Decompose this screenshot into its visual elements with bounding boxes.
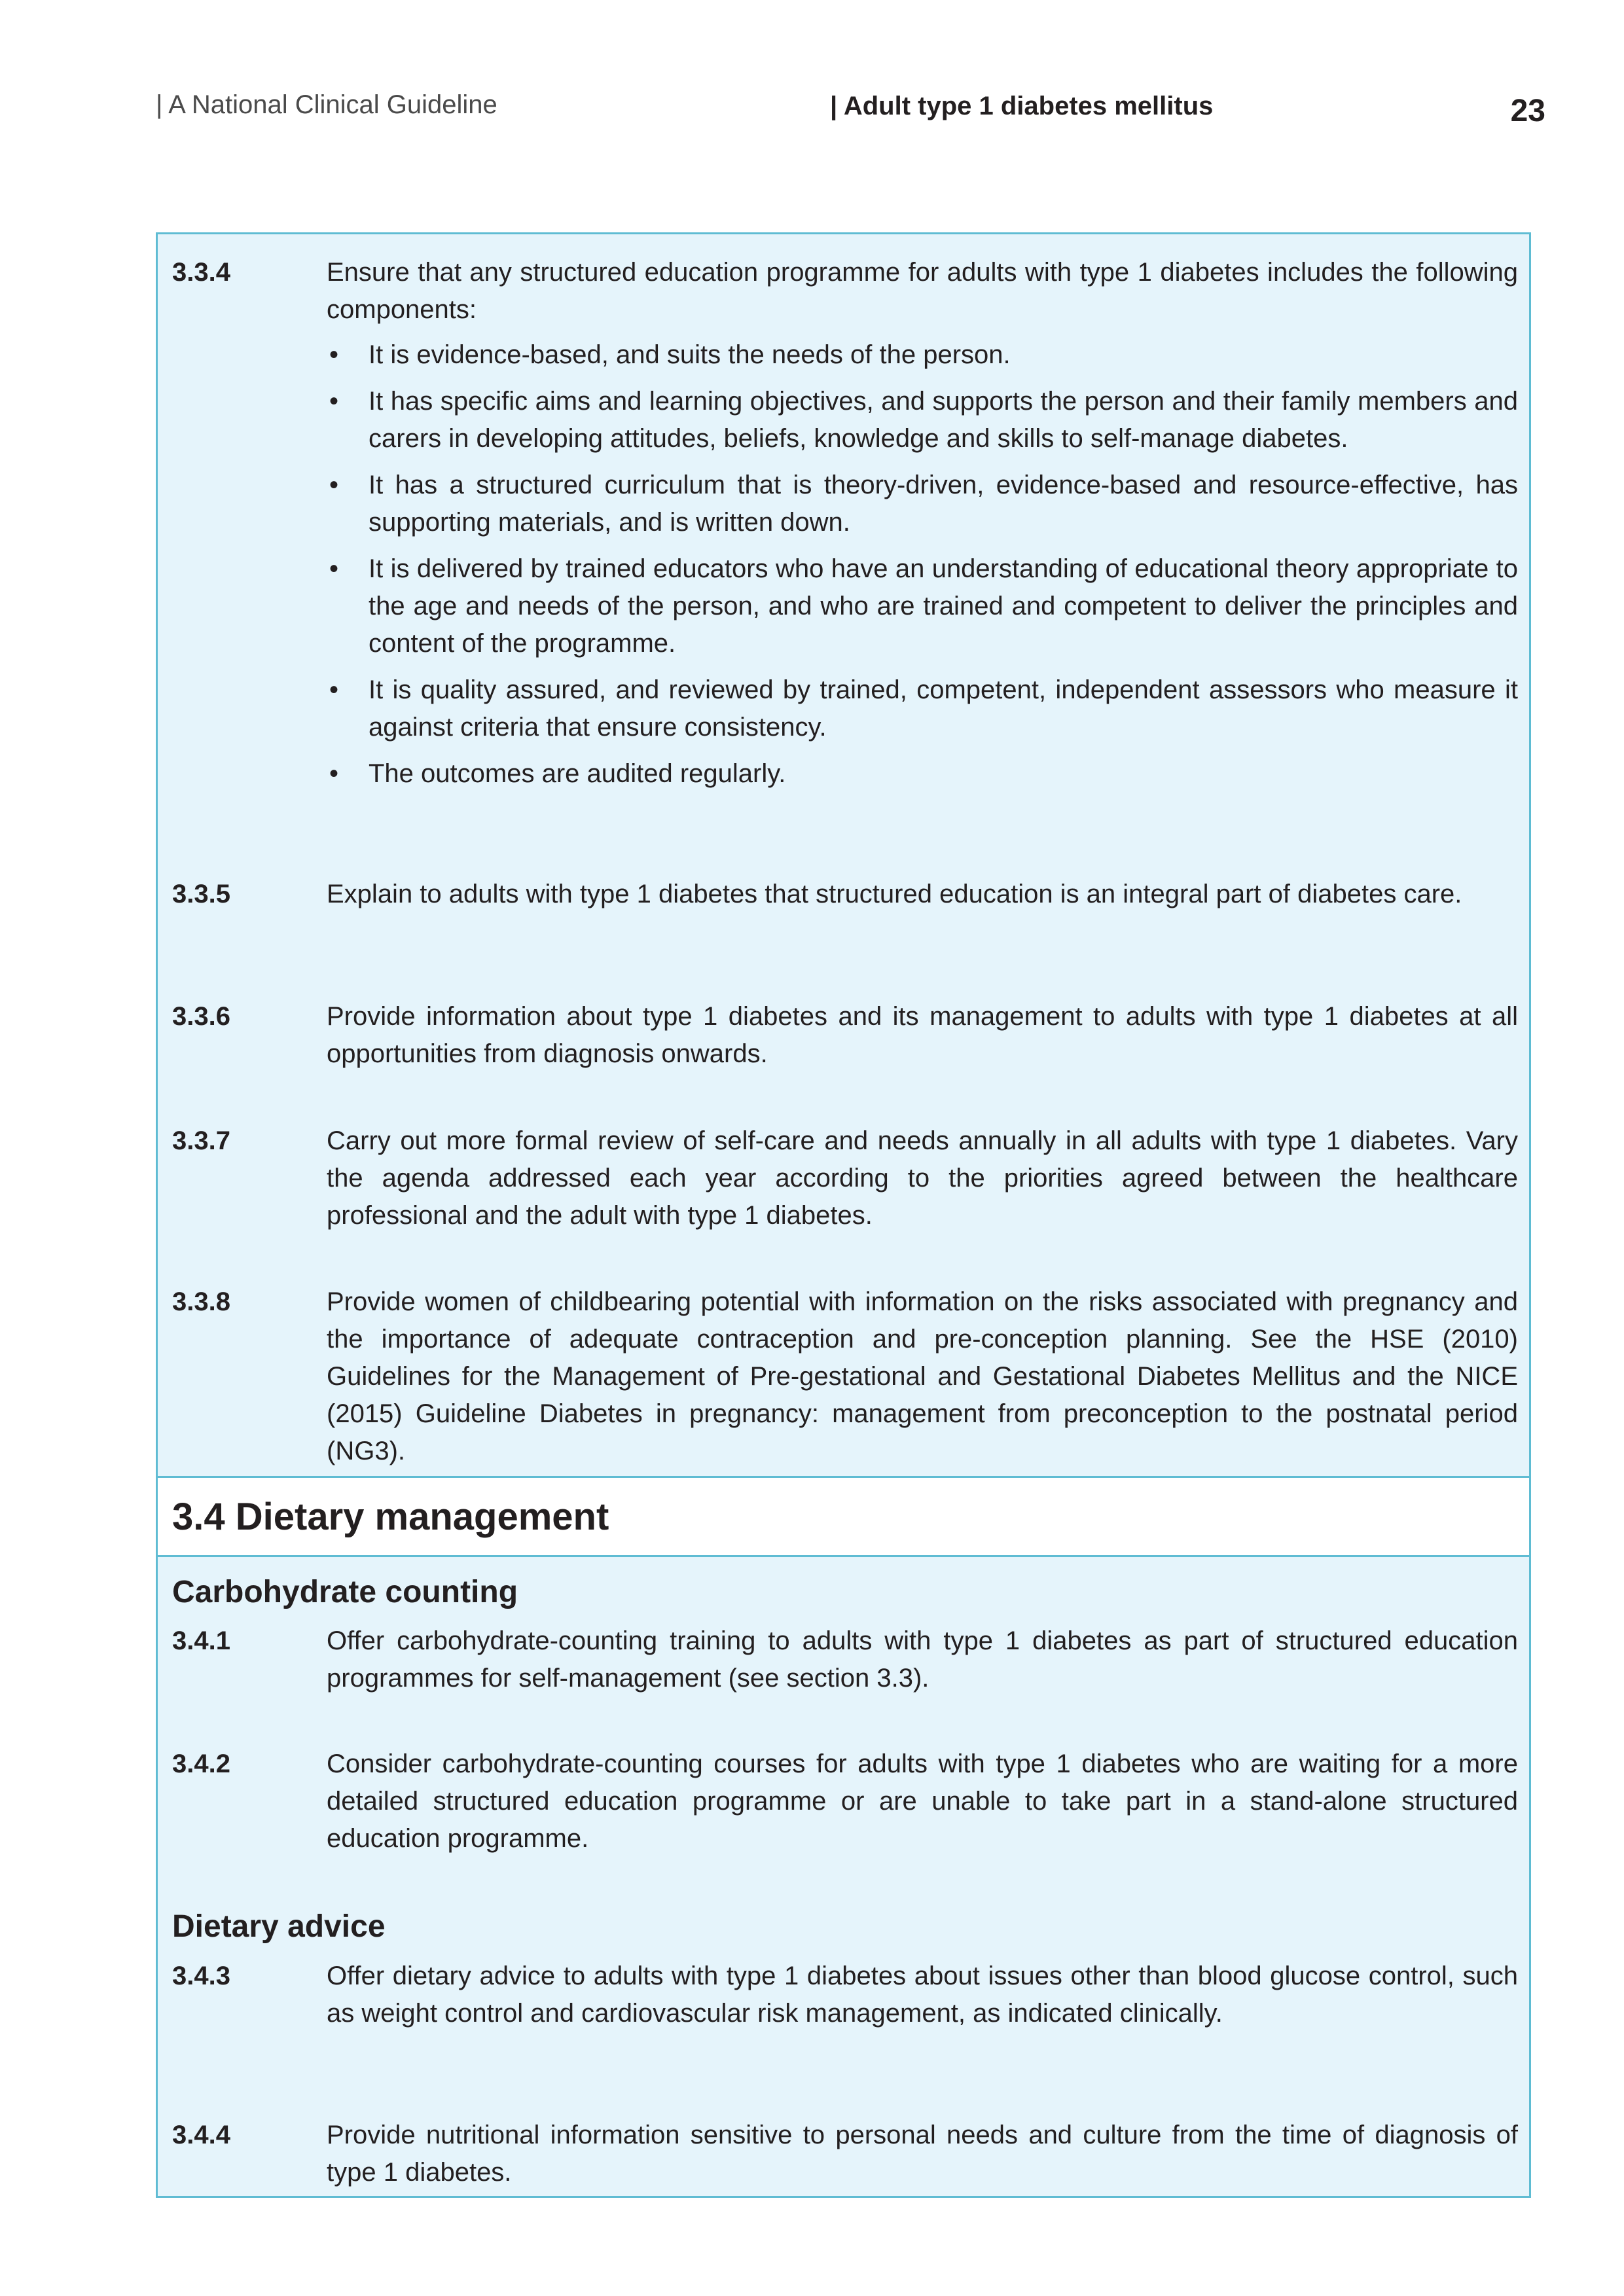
list-item-text: It is delivered by trained educators who have an understanding of educational theory appropriate to the age and needs of the person, and who are trained and competent to deliver the principles and content of the programme. xyxy=(369,554,1518,658)
page-header xyxy=(0,0,1624,164)
component-list xyxy=(327,336,1518,793)
page-number: 23 xyxy=(1510,94,1545,128)
recommendation-number: 3.4.4 xyxy=(172,2121,230,2149)
recommendations-panel-top xyxy=(158,234,1529,1476)
bullet-icon: • xyxy=(329,759,339,788)
recommendation-intro: Ensure that any structured education programme for adults with type 1 diabetes includes the following components: xyxy=(327,258,1518,324)
recommendation-number: 3.3.8 xyxy=(172,1287,230,1316)
list-item-text: It has specific aims and learning objectives, and supports the person and their family members and carers in developing attitudes, beliefs, knowledge and skills to self-manage diabetes. xyxy=(369,387,1518,453)
list-item xyxy=(327,336,1518,374)
bullet-icon: • xyxy=(329,554,339,583)
list-item xyxy=(327,550,1518,662)
section-heading-bar xyxy=(158,1476,1529,1557)
recommendation-text: Provide information about type 1 diabetes and its management to adults with type 1 diabetes at all opportunities from diagnosis onwards. xyxy=(327,1002,1518,1068)
list-item xyxy=(327,755,1518,793)
recommendation-number: 3.3.7 xyxy=(172,1126,230,1155)
recommendation-text: Provide women of childbearing potential with information on the risks associated with pregnancy and the importance of adequate contraception and pre-conception planning. See the HSE (2010) Guidelines for the Management of Pre-gestational and Gestational Diabetes Mellitus and the NICE (2015) Guideline Diabetes in pregnancy: management from preconception to the postnatal period (NG3). xyxy=(327,1287,1518,1465)
document-title: | Adult type 1 diabetes mellitus xyxy=(830,92,1214,120)
recommendation-text: Offer dietary advice to adults with type 1 diabetes about issues other than blood glucose control, such as weight control and cardiovascular risk management, as indicated clinically. xyxy=(327,1962,1518,2028)
subheading-dietary-advice: Dietary advice xyxy=(172,1909,386,1944)
recommendation-number: 3.3.5 xyxy=(172,880,230,908)
recommendation-number: 3.3.6 xyxy=(172,1002,230,1031)
recommendation-text xyxy=(327,254,1518,802)
list-item-text: The outcomes are audited regularly. xyxy=(369,759,786,788)
list-item-text: It is quality assured, and reviewed by trained, competent, independent assessors who measure it against criteria that ensure consistency. xyxy=(369,675,1518,742)
recommendations-box xyxy=(156,232,1531,2198)
list-item xyxy=(327,672,1518,746)
bullet-icon: • xyxy=(329,675,339,704)
list-item-text: It has a structured curriculum that is theory-driven, evidence-based and resource-effective, has supporting materials, and is written down. xyxy=(369,471,1518,537)
recommendation-number: 3.3.4 xyxy=(172,258,230,287)
list-item-text: It is evidence-based, and suits the needs of the person. xyxy=(369,340,1011,369)
recommendation-number: 3.4.1 xyxy=(172,1626,230,1655)
bullet-icon: • xyxy=(329,471,339,499)
recommendation-text: Carry out more formal review of self-care and needs annually in all adults with type 1 diabetes. Vary the agenda addressed each year according to the priorities agreed between the healthcare professional and the adult with type 1 diabetes. xyxy=(327,1126,1518,1230)
recommendation-text: Explain to adults with type 1 diabetes that structured education is an integral part of diabetes care. xyxy=(327,880,1462,908)
recommendations-panel-bottom xyxy=(158,1557,1529,2196)
list-item xyxy=(327,383,1518,457)
list-item xyxy=(327,467,1518,541)
recommendation-number: 3.4.2 xyxy=(172,1749,230,1778)
bullet-icon: • xyxy=(329,387,339,416)
recommendation-number: 3.4.3 xyxy=(172,1962,230,1990)
recommendation-text: Offer carbohydrate-counting training to adults with type 1 diabetes as part of structured education programmes for self-management (see section 3.3). xyxy=(327,1626,1518,1693)
bullet-icon: • xyxy=(329,340,339,369)
recommendation-text: Consider carbohydrate-counting courses for adults with type 1 diabetes who are waiting for a more detailed structured education programme or are unable to take part in a stand-alone structured education programme. xyxy=(327,1749,1518,1853)
section-title: 3.4 Dietary management xyxy=(172,1496,609,1538)
subheading-carbohydrate-counting: Carbohydrate counting xyxy=(172,1575,518,1609)
recommendation-text: Provide nutritional information sensitive to personal needs and culture from the time of diagnosis of type 1 diabetes. xyxy=(327,2121,1518,2187)
guideline-series-label: | A National Clinical Guideline xyxy=(156,90,497,119)
